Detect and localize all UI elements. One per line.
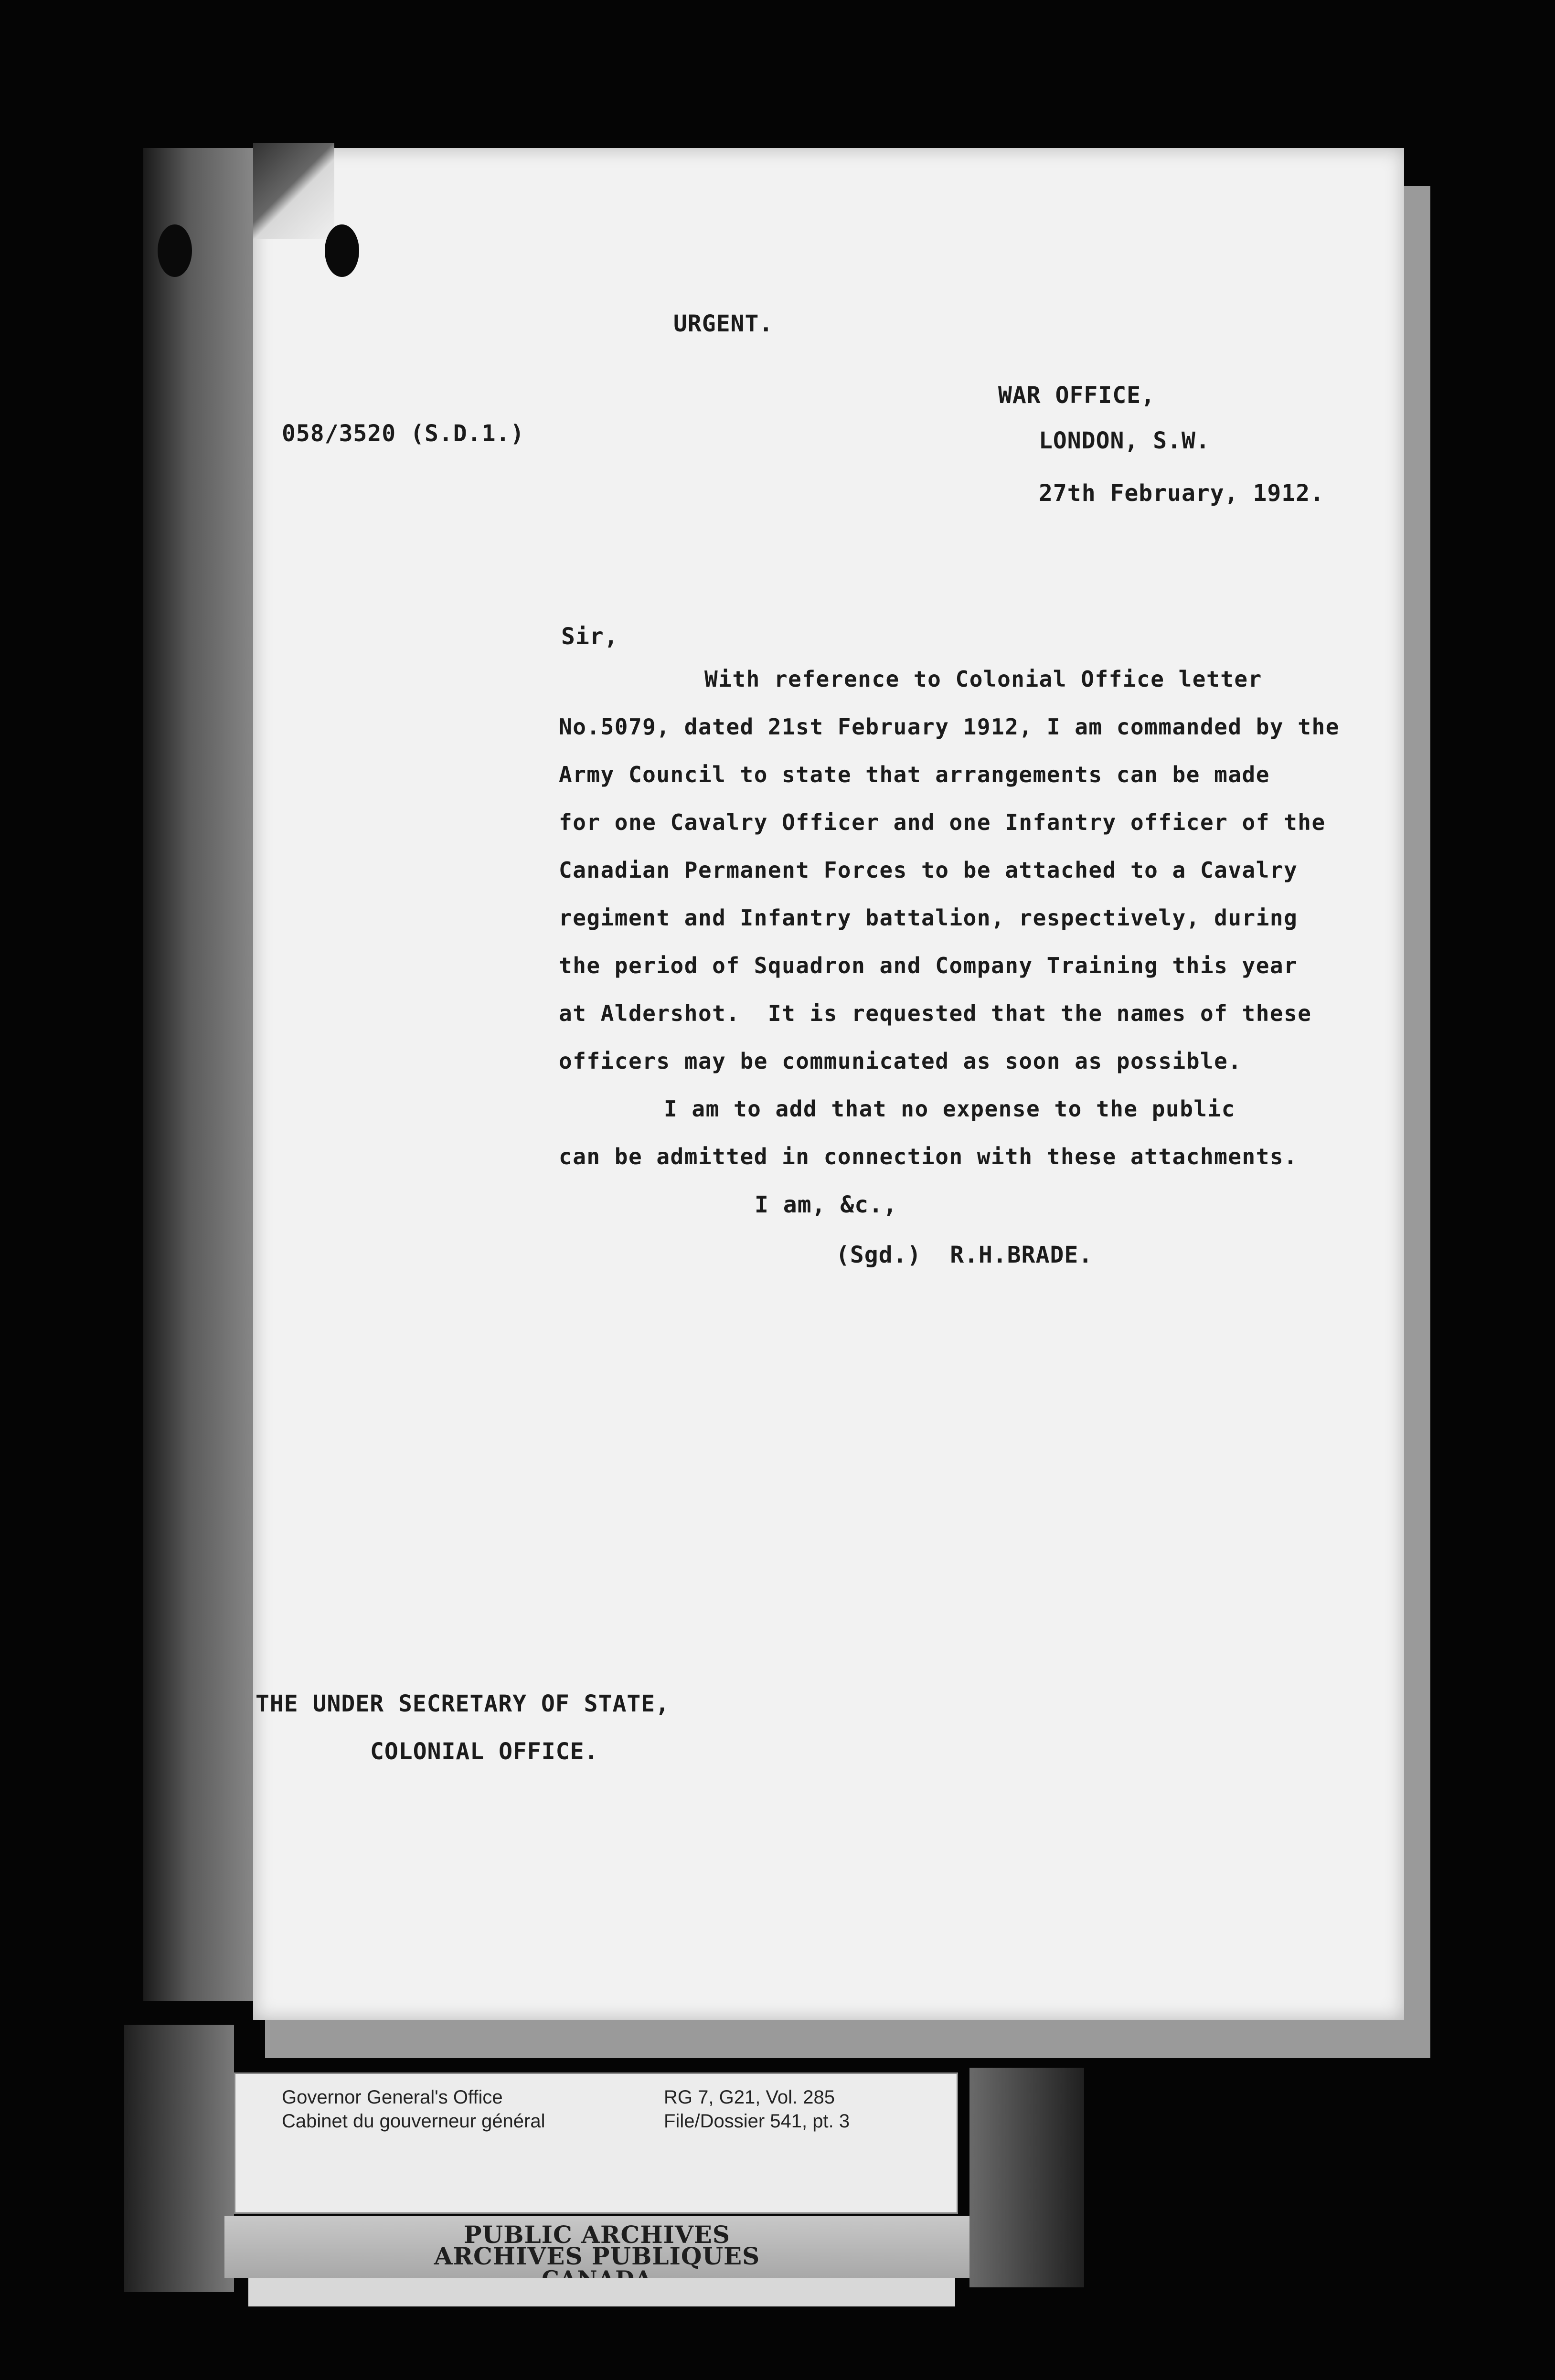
signature: (Sgd.) R.H.BRADE. — [836, 1242, 1093, 1268]
stamp-line-2: ARCHIVES PUBLIQUES — [434, 2242, 760, 2270]
film-edge-right — [969, 2068, 1084, 2287]
recipient-line-1: THE UNDER SECRETARY OF STATE, — [256, 1690, 670, 1717]
letter-heading: URGENT. — [673, 310, 774, 337]
salutation: Sir, — [561, 623, 618, 650]
punch-hole-right — [325, 224, 359, 277]
body-line: No.5079, dated 21st February 1912, I am commanded by the — [559, 714, 1340, 740]
archive-file: File/Dossier 541, pt. 3 — [664, 2111, 850, 2132]
sender-city: LONDON, S.W. — [1039, 427, 1210, 454]
closing: I am, &c., — [755, 1191, 897, 1218]
body-line: With reference to Colonial Office letter — [704, 666, 1262, 692]
reference-number: 058/3520 (S.D.1.) — [282, 420, 525, 447]
stamp-base — [248, 2278, 955, 2306]
punch-hole-left — [158, 224, 192, 277]
body-line: for one Cavalry Officer and one Infantry officer of the — [559, 809, 1326, 835]
letter-date: 27th February, 1912. — [1039, 480, 1324, 507]
film-edge-left — [124, 2025, 234, 2292]
body-line: the period of Squadron and Company Training this year — [559, 953, 1298, 978]
body-line: regiment and Infantry battalion, respectively, during — [559, 905, 1298, 931]
body-line: at Aldershot. It is requested that the names of these — [559, 1000, 1312, 1026]
body-line: Army Council to state that arrangements can be made — [559, 762, 1270, 787]
stamp-line-1: PUBLIC ARCHIVES — [464, 2221, 730, 2249]
recipient-line-2: COLONIAL OFFICE. — [370, 1738, 599, 1765]
archive-office-en: Governor General's Office — [282, 2087, 503, 2108]
archive-reference: RG 7, G21, Vol. 285 — [664, 2087, 835, 2108]
body-line: I am to add that no expense to the public — [664, 1096, 1235, 1122]
body-line: can be admitted in connection with these attachments. — [559, 1144, 1298, 1169]
page-edge — [143, 148, 258, 2001]
body-line: officers may be communicated as soon as possible. — [559, 1048, 1242, 1074]
archive-office-fr: Cabinet du gouverneur général — [282, 2111, 545, 2132]
body-line: Canadian Permanent Forces to be attached to a Cavalry — [559, 857, 1298, 883]
sender-office: WAR OFFICE, — [998, 382, 1155, 409]
folded-corner — [253, 143, 334, 239]
